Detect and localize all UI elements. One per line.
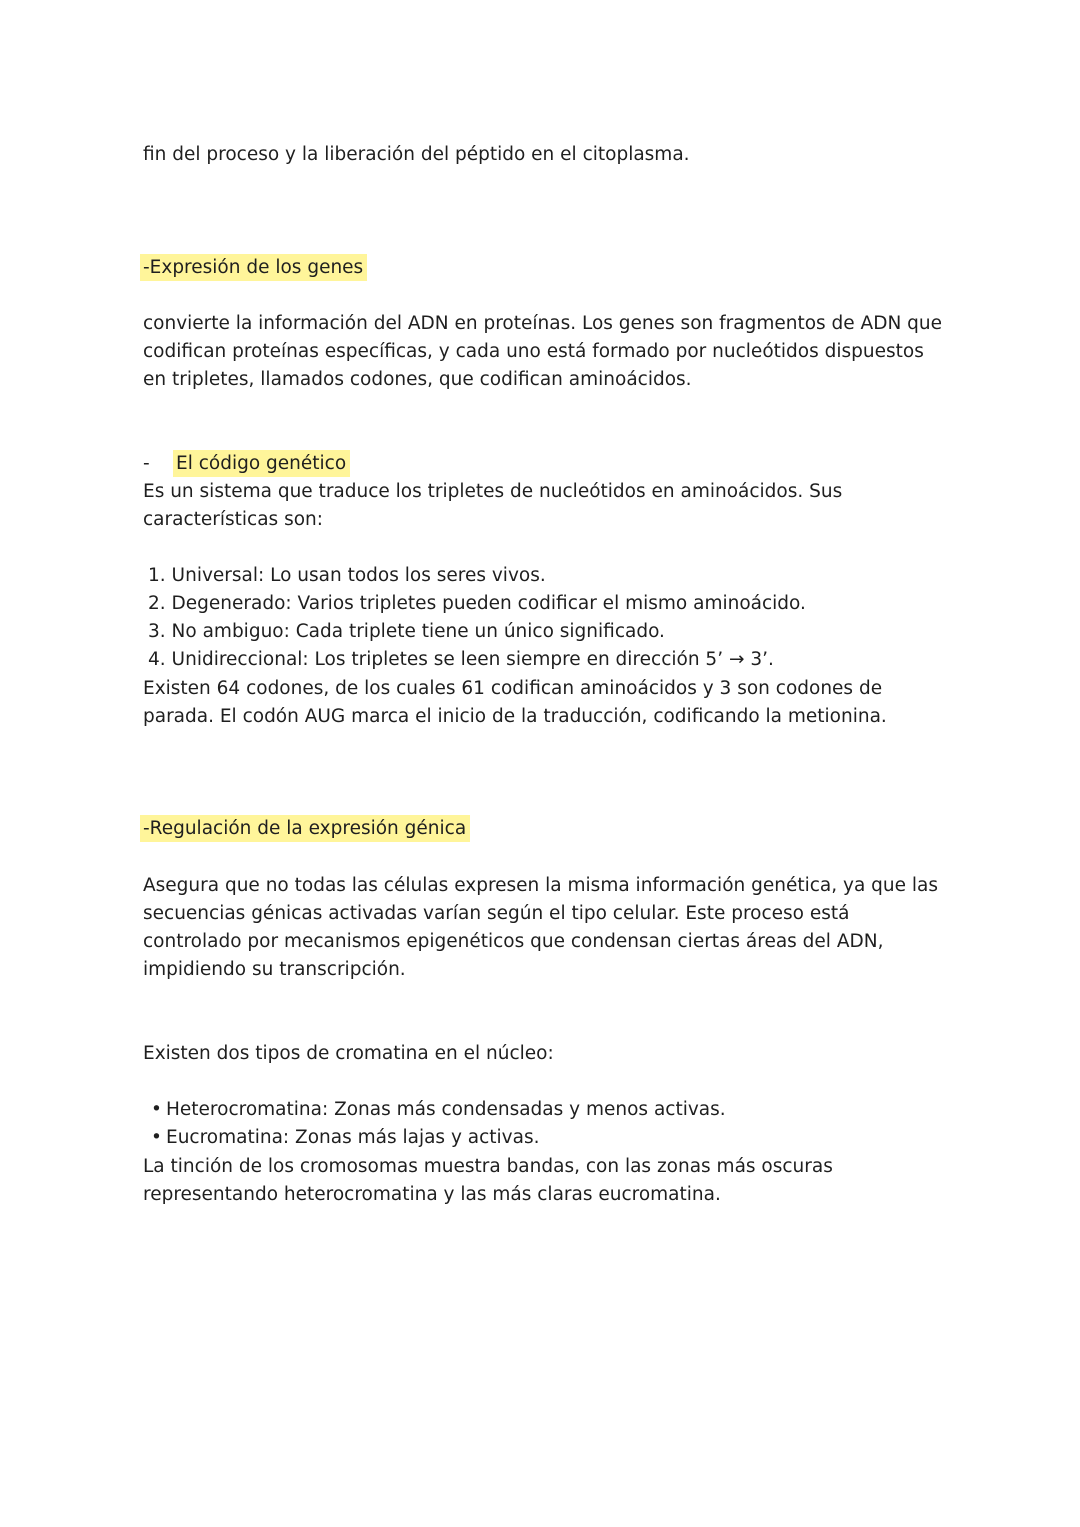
heading-codigo-genetico	[143, 450, 350, 478]
list-caracteristicas	[143, 562, 963, 674]
list-item-text: No ambiguo: Cada triplete tiene un único significado.	[171, 621, 665, 642]
bullet-mark: •	[151, 1127, 162, 1148]
heading-dash: -	[143, 453, 150, 474]
list-item-number: 3.	[148, 621, 166, 642]
heading-codigo-genetico-text: El código genético	[173, 450, 350, 477]
list-item-text: Degenerado: Varios tripletes pueden codificar el mismo aminoácido.	[171, 593, 806, 614]
list-item-number: 1.	[148, 565, 166, 586]
heading-regulacion	[140, 815, 470, 843]
heading-expresion-genes-text: -Expresión de los genes	[140, 254, 367, 281]
list-item-text: Universal: Lo usan todos los seres vivos.	[171, 565, 546, 586]
heading-expresion-genes	[140, 254, 367, 282]
list-item	[143, 562, 963, 590]
paragraph-tincion: La tinción de los cromosomas muestra bandas, con las zonas más oscuras representando heterocromatina y las más claras eucromatina.	[143, 1156, 833, 1205]
paragraph-codigo-genetico: Es un sistema que traduce los tripletes de nucleótidos en aminoácidos. Sus características son:	[143, 481, 843, 530]
heading-regulacion-text: -Regulación de la expresión génica	[140, 815, 470, 842]
intro-continuation: fin del proceso y la liberación del péptido en el citoplasma.	[143, 144, 690, 165]
list-cromatina	[143, 1096, 963, 1152]
list-item	[143, 1124, 963, 1152]
bullet-mark: •	[151, 1099, 162, 1120]
paragraph-regulacion: Asegura que no todas las células expresen la misma información genética, ya que las secuencias génicas activadas varían según el tipo celular. Este proceso está controlado por mecanismos epigenéticos que condensan ciertas áreas del ADN, impidiendo su transcripción.	[143, 875, 939, 980]
paragraph-expresion-genes: convierte la información del ADN en proteínas. Los genes son fragmentos de ADN que codifican proteínas específicas, y cada uno está formado por nucleótidos dispuestos en tripletes, llamados codones, que codifican aminoácidos.	[143, 313, 943, 390]
list-item	[143, 646, 963, 674]
list-item-number: 2.	[148, 593, 166, 614]
list-item-text: Eucromatina: Zonas más lajas y activas.	[166, 1127, 540, 1148]
list-item-number: 4.	[148, 649, 166, 670]
paragraph-codones: Existen 64 codones, de los cuales 61 codifican aminoácidos y 3 son codones de parada. El codón AUG marca el inicio de la traducción, codificando la metionina.	[143, 678, 887, 727]
list-item	[143, 1096, 963, 1124]
list-item	[143, 590, 963, 618]
list-item-text: Heterocromatina: Zonas más condensadas y menos activas.	[166, 1099, 726, 1120]
list-item	[143, 618, 963, 646]
paragraph-tipos-cromatina: Existen dos tipos de cromatina en el núcleo:	[143, 1043, 554, 1064]
list-item-text: Unidireccional: Los tripletes se leen siempre en dirección 5’ → 3’.	[171, 649, 774, 670]
